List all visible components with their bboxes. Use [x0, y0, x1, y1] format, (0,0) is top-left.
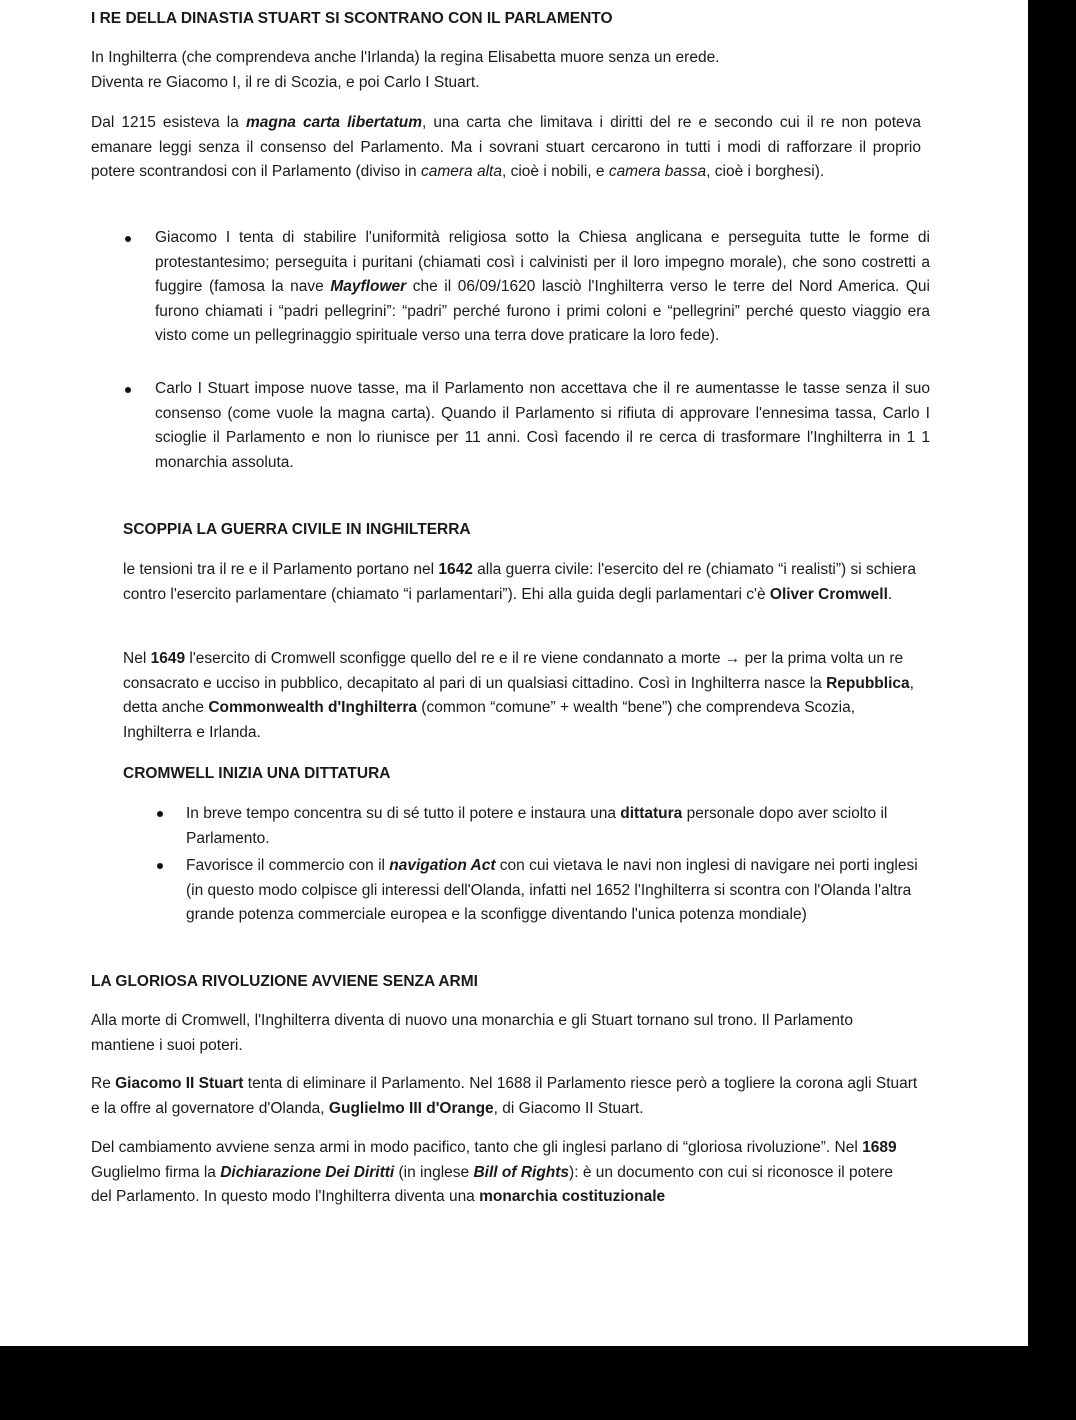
- bullet-navigation-act: Favorisce il commercio con il navigation Act con cui vietava le navi non inglesi di navigare nei porti inglesi (in questo modo colpisce gli interessi dell'Olanda, infatti nel 1652 l'Inghilterra si scontra con l'Olanda l'altra grande potenza commerciale europea e la sconfigge diventando l'unica potenza mondiale): [186, 857, 918, 924]
- camera-alta-term: camera alta: [420, 163, 502, 181]
- section-heading-gloriosa-rivoluzione: LA GLORIOSA RIVOLUZIONE AVVIENE SENZA ARMI: [91, 973, 478, 990]
- paragraph-morte-cromwell: Alla morte di Cromwell, l'Inghilterra diventa di nuovo una monarchia e gli Stuart tornano sul trono. Il Parlamento mantiene i suoi poteri.: [91, 1012, 853, 1054]
- bullet-dot: [125, 387, 131, 393]
- section-heading-dittatura: CROMWELL INIZIA UNA DITTATURA: [123, 765, 391, 782]
- cromwell-name: Oliver Cromwell: [769, 585, 888, 603]
- mayflower-term: Mayflower: [330, 278, 407, 296]
- paragraph-magna-carta: Dal 1215 esisteva la magna carta libertatum, una carta che limitava i diritti del re e secondo cui il re non poteva emanare leggi senza il consenso del Parlamento. Ma i sovrani stuart cercarono in tutti i modi di rafforzare il proprio potere scontrandosi con il Parlamento (diviso in camera alta, cioè i nobili, e camera bassa, cioè i borghesi).: [91, 114, 922, 181]
- dichiarazione-term: Dichiarazione Dei Diritti: [220, 1163, 395, 1181]
- paragraph-guerra-civile: le tensioni tra il re e il Parlamento portano nel 1642 alla guerra civile: l'esercito del re (chiamato “i realisti”) si schiera contro l'esercito parlamentare (chiamato “i parlamentari”). Ehi alla guida degli parlamentari c'è Oliver Cromwell.: [123, 561, 916, 603]
- intro-line-1: In Inghilterra (che comprendeva anche l'Irlanda) la regina Elisabetta muore senza un erede.: [91, 49, 720, 66]
- navigation-act-term: navigation Act: [389, 857, 496, 874]
- paragraph-repubblica: Nel 1649 l'esercito di Cromwell sconfigge quello del re e il re viene condannato a morte → per la prima volta un re consacrato e ucciso in pubblico, decapitato al pari di un qualsiasi cittadino. Così in Inghilterra nasce la Repubblica, detta anche Commonwealth d'Inghilterra (common “comune” + wealth “bene”) che comprendeva Scozia, Inghilterra e Irlanda.: [123, 650, 914, 741]
- paragraph-bill-of-rights: Del cambiamento avviene senza armi in modo pacifico, tanto che gli inglesi parlano di “gloriosa rivoluzione”. Nel 1689 Guglielmo firma la Dichiarazione Dei Diritti (in inglese Bill of Rights): è un documento con cui si riconosce il potere del Parlamento. In questo modo l'Inghilterra diventa una monarchia costituzionale: [91, 1139, 897, 1206]
- bullet-dittatura: In breve tempo concentra su di sé tutto il potere e instaura una dittatura personale dopo aver sciolto il Parlamento.: [186, 805, 888, 847]
- repubblica-term: Repubblica: [826, 674, 910, 692]
- bullet-carlo-i: Carlo I Stuart impose nuove tasse, ma il Parlamento non accettava che il re aumentasse le tasse senza il suo consenso (come vuole la magna carta). Quando il Parlamento si rifiuta di approvare l'ennesima tassa, Carlo I scioglie il Parlamento e non lo riunisce per 11 anni. Così facendo il re cerca di trasformare l'Inghilterra in 1 1 monarchia assoluta.: [155, 380, 930, 471]
- monarchia-costituzionale-term: monarchia costituzionale: [479, 1188, 666, 1206]
- section-heading-stuart: I RE DELLA DINASTIA STUART SI SCONTRANO CON IL PARLAMENTO: [91, 10, 613, 27]
- bullet-dot: [125, 236, 131, 242]
- bullet-dot: [157, 811, 163, 817]
- paragraph-intro: [91, 46, 991, 95]
- magna-carta-term: magna carta libertatum: [245, 114, 423, 131]
- bullet-giacomo-i: Giacomo I tenta di stabilire l'uniformità religiosa sotto la Chiesa anglicana e perseguita tutte le forme di protestantesimo; perseguita i puritani (chiamati così i calvinisti per il loro impegno morale), che sono costretti a fuggire (famosa la nave Mayflower che il 06/09/1620 lasciò l'Inghilterra verso le terre del Nord America. Qui furono chiamati i “padri pellegrini”: “padri” perché furono i primi coloni e “pellegrini” perché questo viaggio era visto come un pellegrinaggio spirituale verso una terra dove praticare la loro fede).: [155, 229, 930, 345]
- bullet-dot: [157, 863, 163, 869]
- intro-line-2: Diventa re Giacomo I, il re di Scozia, e poi Carlo I Stuart.: [91, 73, 480, 91]
- section-heading-guerra-civile: SCOPPIA LA GUERRA CIVILE IN INGHILTERRA: [123, 521, 471, 538]
- commonwealth-term: Commonwealth d'Inghilterra: [208, 699, 417, 717]
- bill-of-rights-term: Bill of Rights: [473, 1163, 570, 1181]
- paragraph-giacomo-ii: Re Giacomo II Stuart tenta di eliminare il Parlamento. Nel 1688 il Parlamento riesce però a togliere la corona agli Stuart e la offre al governatore d'Olanda, Guglielmo III d'Orange, di Giacomo II Stuart.: [91, 1075, 918, 1117]
- camera-bassa-term: camera bassa: [608, 163, 707, 181]
